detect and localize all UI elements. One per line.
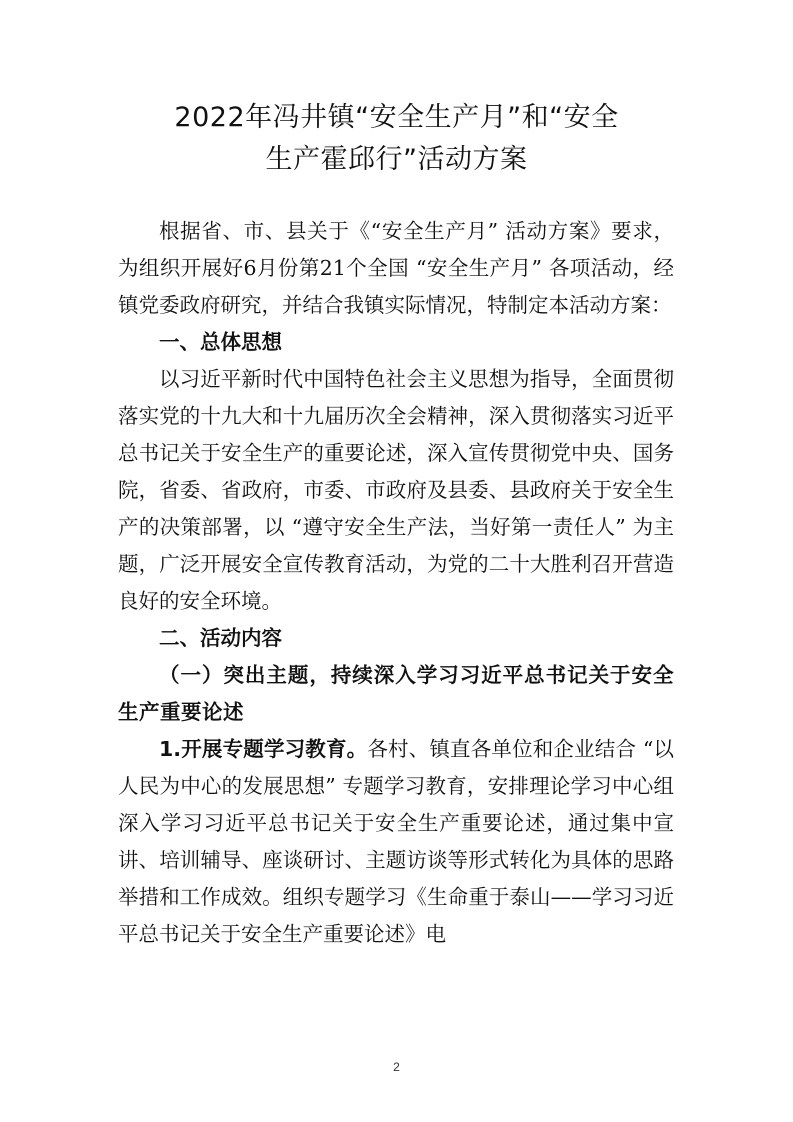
item-1-lead: 1.开展专题学习教育。	[159, 737, 368, 761]
page-number: 2	[393, 1060, 400, 1074]
section-1-paragraph: 以习近平新时代中国特色社会主义思想为指导，全面贯彻落实党的十九大和十九届历次全会精神，深入贯彻落实习近平总书记关于安全生产的重要论述，深入宣传贯彻党中央、国务院，省委、省政府，市委、市政府及县委、县政府关于安全生产的决策部署，以 “遵守安全生产法，当好第一责任人” 为主题，广泛开展安全宣传教育活动，为党的二十大胜利召开营造良好的安全环境。	[118, 367, 674, 613]
intro-paragraph: 根据省、市、县关于《“安全生产月” 活动方案》要求，为组织开展好6月份第21个全国 “安全生产月” 各项活动，经镇党委政府研究，并结合我镇实际情况，特制定本活动方案：	[118, 219, 674, 317]
subsection-1-heading: （一）突出主题，持续深入学习习近平总书记关于安全生产重要论述	[118, 663, 674, 724]
document-title-line-1: 2022年冯井镇“安全生产月”和“安全	[174, 102, 619, 133]
item-1-paragraph	[118, 731, 674, 953]
item-1-text: 各村、镇直各单位和企业结合 “以人民为中心的发展思想” 专题学习教育，安排理论学习中心组深入学习习近平总书记关于安全生产重要论述，通过集中宣讲、培训辅导、座谈研讨、主题访谈等形式转化为具体的思路举措和工作成效。组织专题学习《生命重于泰山——学习习近平总书记关于安全生产重要论述》电	[118, 737, 674, 946]
section-2-heading: 二、活动内容	[159, 626, 282, 650]
document-title-line-2: 生产霍邱行”活动方案	[265, 144, 528, 175]
section-1-heading: 一、总体思想	[159, 330, 282, 354]
document-body	[118, 213, 674, 953]
